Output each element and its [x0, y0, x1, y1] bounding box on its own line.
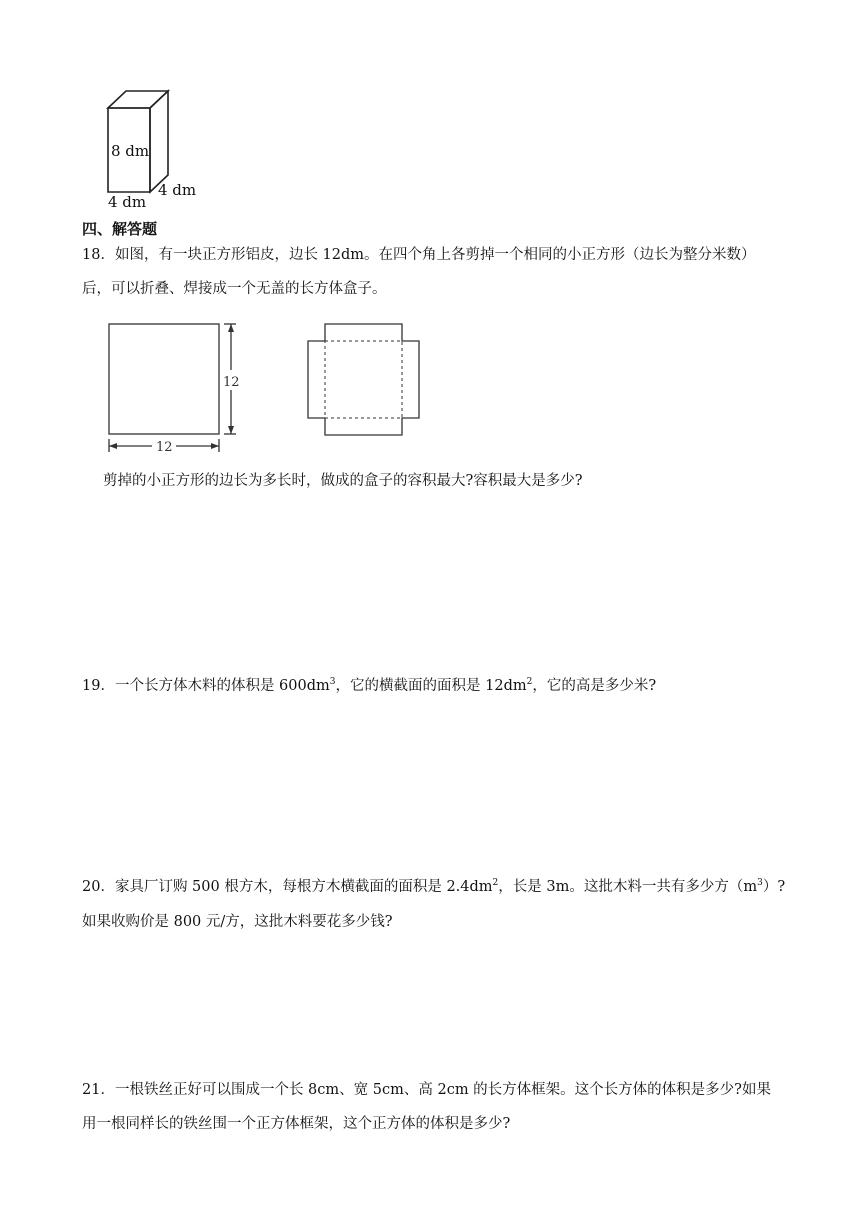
q19-line1: 19．一个长方体木料的体积是 $600dm^3$，它的横截面的面积是 $12dm^2$，它的高是多少米? — [82, 677, 657, 694]
q19-number: 19． — [82, 678, 115, 694]
prism-side-face — [150, 91, 168, 192]
q18-question: 剪掉的小正方形的边长为多长时，做成的盒子的容积最大?容积最大是多少? — [103, 473, 583, 489]
q18-text-line2: 后，可以折叠、焊接成一个无盖的长方体盒子。 — [82, 281, 387, 297]
q18-line1 — [82, 239, 756, 272]
side-length-label: 12 — [223, 375, 240, 390]
box-net-fold-lines — [325, 341, 402, 418]
q20-line1: 20．家具厂订购 500 根方木，每根方木横截面的面积是 $2.4dm^2$，长是 3m。这批木料一共有多少方$(m^3)$? — [82, 878, 786, 895]
prism-height-label: 8 dm — [111, 142, 150, 160]
sheet-square — [109, 324, 219, 434]
q18-number: 18． — [82, 247, 115, 263]
prism-depth-label: 4 dm — [158, 181, 197, 199]
box-net-figure — [300, 318, 430, 448]
q21-number: 21． — [82, 1082, 115, 1098]
q21-text-line2: 用一根同样长的铁丝围一个正方体框架，这个正方体的体积是多少? — [82, 1116, 511, 1132]
q18-text-line1: 如图，有一块正方形铝皮，边长 12dm。在四个角上各剪掉一个相同的小正方形（边长为整分米数） — [114, 247, 756, 263]
q21-line1 — [82, 1074, 771, 1107]
q20-number: 20． — [82, 879, 115, 895]
prism-figure — [98, 86, 208, 210]
prism-width-label: 4 dm — [108, 193, 147, 210]
section-title: 四、解答题 — [82, 220, 158, 238]
square-sheet-figure — [100, 318, 248, 458]
q21-text-line1: 一根铁丝正好可以围成一个长 8cm、宽 5cm、高 2cm 的长方体框架。这个长方体的体积是多少?如果 — [114, 1082, 771, 1098]
bottom-length-label: 12 — [156, 440, 173, 455]
q20-text-line2: 如果收购价是 800 元/方，这批木料要花多少钱? — [82, 914, 393, 930]
